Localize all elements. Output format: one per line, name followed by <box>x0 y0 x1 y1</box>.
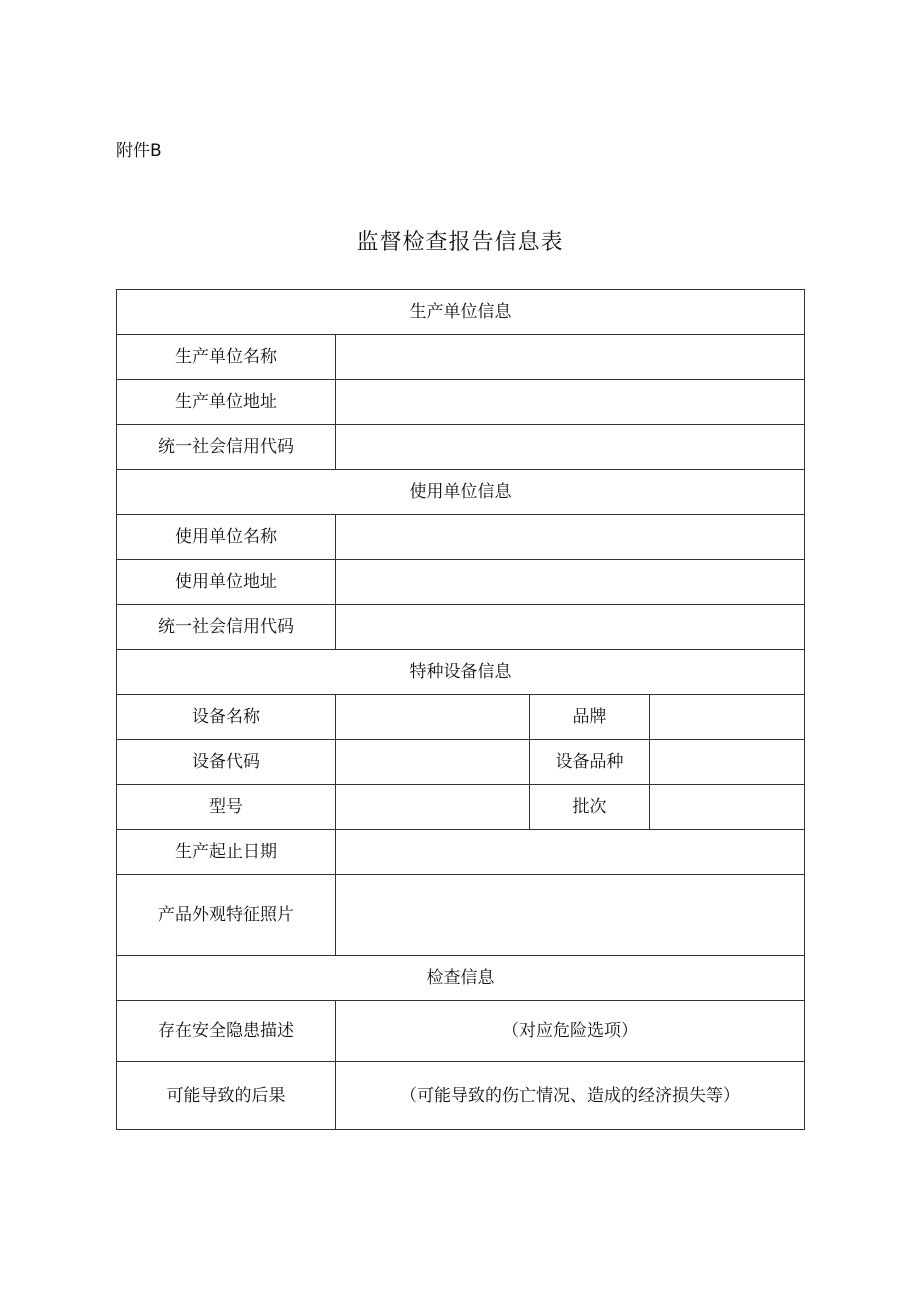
device-name-label: 设备名称 <box>117 695 336 740</box>
producer-credit-code-label: 统一社会信用代码 <box>117 425 336 470</box>
consequence-field[interactable]: （可能导致的伤亡情况、造成的经济损失等） <box>336 1062 805 1130</box>
inspection-section-header-row <box>117 956 805 1001</box>
consequence-label: 可能导致的后果 <box>117 1062 336 1130</box>
device-name-field[interactable] <box>336 695 530 740</box>
device-code-field[interactable] <box>336 740 530 785</box>
producer-credit-code-field[interactable] <box>336 425 805 470</box>
page-title: 监督检查报告信息表 <box>356 230 564 255</box>
device-variety-field[interactable] <box>650 740 805 785</box>
device-code-label: 设备代码 <box>117 740 336 785</box>
producer-address-field[interactable] <box>336 380 805 425</box>
producer-credit-code-row <box>117 425 805 470</box>
user-credit-code-row <box>117 605 805 650</box>
hazard-field[interactable]: （对应危险选项） <box>336 1001 805 1062</box>
user-address-label: 使用单位地址 <box>117 560 336 605</box>
inspection-section-header: 检查信息 <box>117 956 805 1001</box>
producer-name-label: 生产单位名称 <box>117 335 336 380</box>
model-row <box>117 785 805 830</box>
user-credit-code-label: 统一社会信用代码 <box>117 605 336 650</box>
user-address-field[interactable] <box>336 560 805 605</box>
device-name-row <box>117 695 805 740</box>
appearance-photo-field[interactable] <box>336 875 805 956</box>
producer-address-row <box>117 380 805 425</box>
production-period-row <box>117 830 805 875</box>
equipment-section-header-row <box>117 650 805 695</box>
producer-section-header-row <box>117 290 805 335</box>
device-variety-label: 设备品种 <box>530 740 650 785</box>
equipment-section-header: 特种设备信息 <box>117 650 805 695</box>
user-address-row <box>117 560 805 605</box>
user-name-label: 使用单位名称 <box>117 515 336 560</box>
production-period-label: 生产起止日期 <box>117 830 336 875</box>
attachment-label: 附件B <box>116 141 162 161</box>
producer-section-header: 生产单位信息 <box>117 290 805 335</box>
brand-field[interactable] <box>650 695 805 740</box>
consequence-row <box>117 1062 805 1130</box>
producer-name-field[interactable] <box>336 335 805 380</box>
model-label: 型号 <box>117 785 336 830</box>
hazard-row <box>117 1001 805 1062</box>
device-code-row <box>117 740 805 785</box>
production-period-field[interactable] <box>336 830 805 875</box>
brand-label: 品牌 <box>530 695 650 740</box>
user-name-row <box>117 515 805 560</box>
producer-name-row <box>117 335 805 380</box>
batch-label: 批次 <box>530 785 650 830</box>
appearance-photo-label: 产品外观特征照片 <box>117 875 336 956</box>
inspection-report-table <box>116 289 805 1130</box>
producer-address-label: 生产单位地址 <box>117 380 336 425</box>
user-section-header-row <box>117 470 805 515</box>
user-name-field[interactable] <box>336 515 805 560</box>
model-field[interactable] <box>336 785 530 830</box>
user-credit-code-field[interactable] <box>336 605 805 650</box>
batch-field[interactable] <box>650 785 805 830</box>
appearance-photo-row <box>117 875 805 956</box>
hazard-label: 存在安全隐患描述 <box>117 1001 336 1062</box>
user-section-header: 使用单位信息 <box>117 470 805 515</box>
